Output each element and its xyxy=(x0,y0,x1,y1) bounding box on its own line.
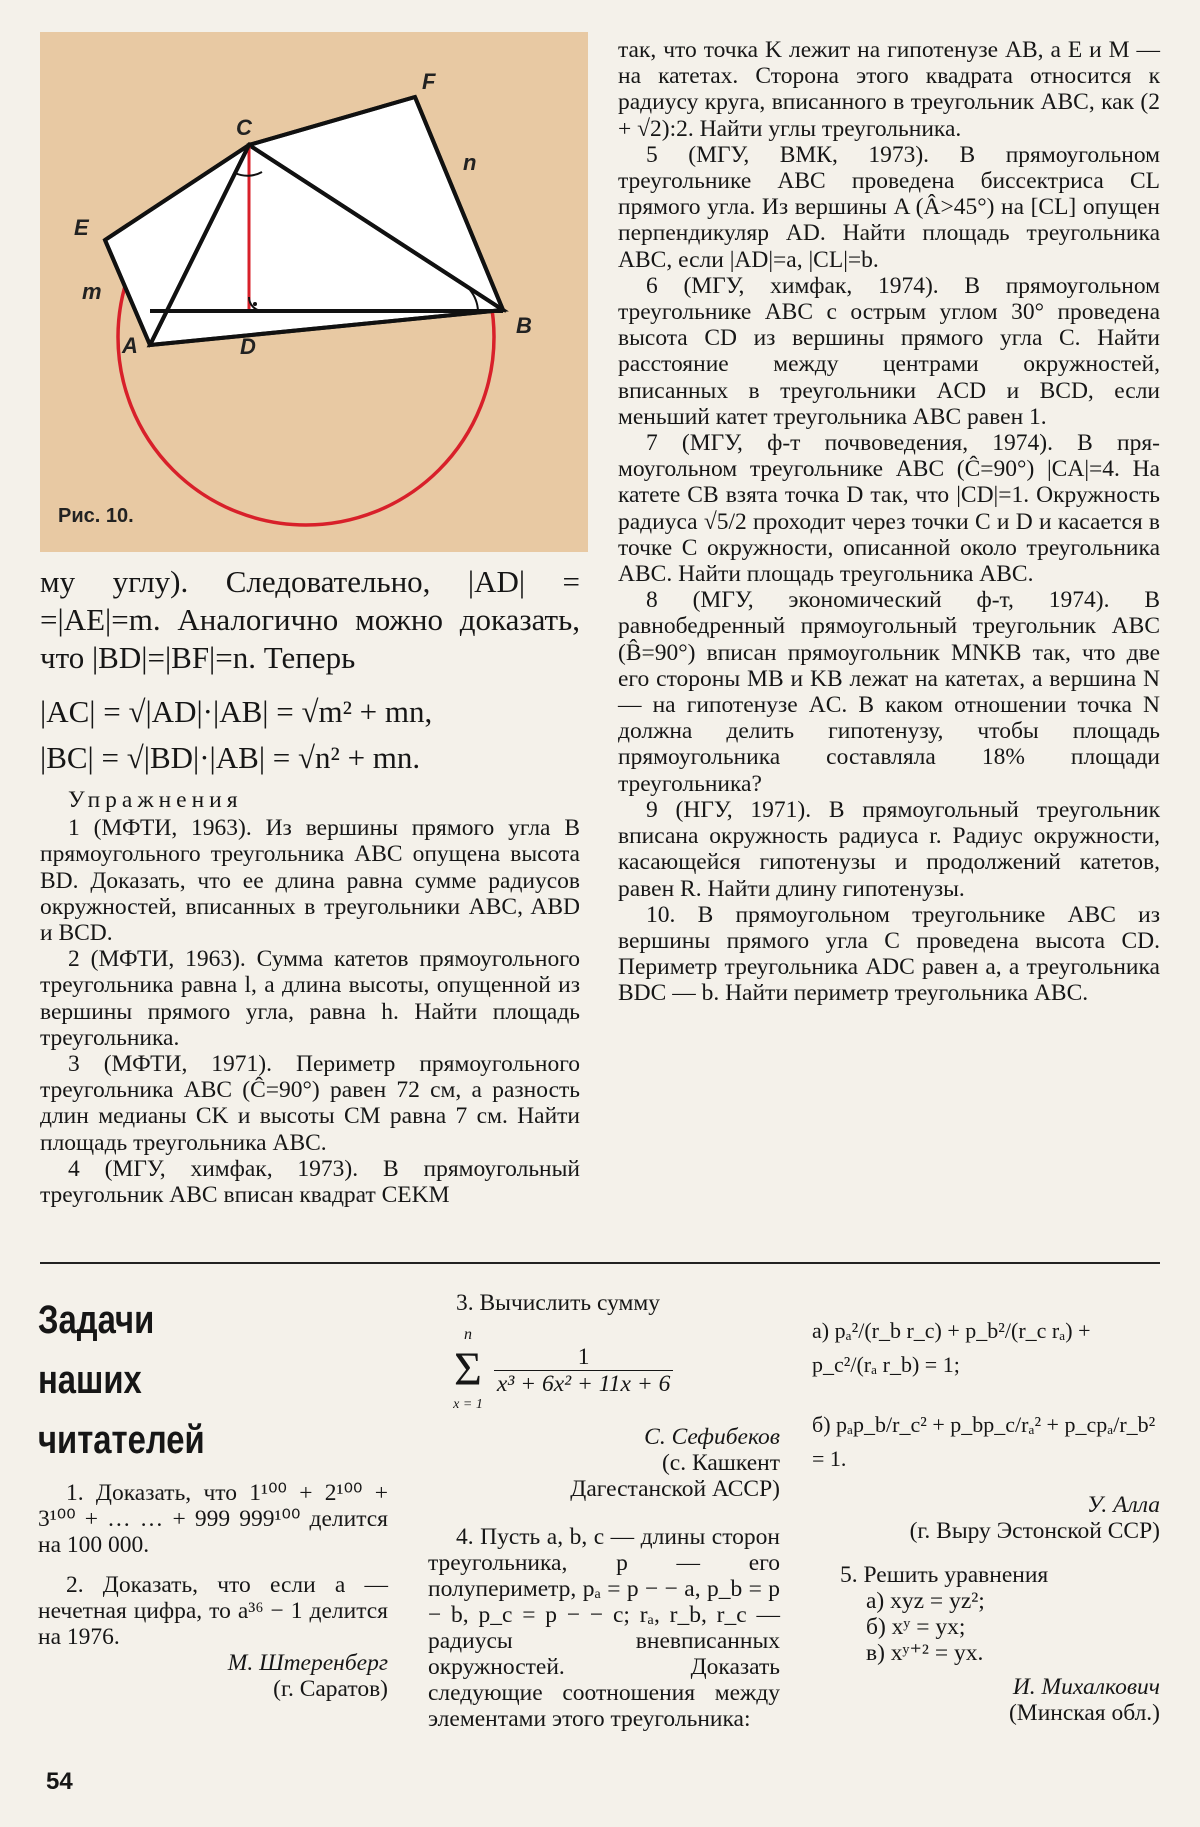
place-vyru: (г. Выру Эстонской ССР) xyxy=(909,1518,1160,1544)
fraction-numerator: 1 xyxy=(494,1344,673,1371)
author-sefibekov: С. Сефибеков xyxy=(644,1424,780,1450)
readers-title xyxy=(38,1290,205,1470)
place-dagestan: Дагестанской АССР) xyxy=(570,1476,780,1502)
exercise-10: 10. В прямоугольном треугольнике ABC из вершины прямого угла C проведена высота CD. Периметр треугольника ADC равен a, а треугольника BDC — b. Найти периметр треугольника ABC. xyxy=(618,901,1160,1007)
label-e: E xyxy=(74,215,89,240)
title-line-1: Задачи xyxy=(38,1298,155,1342)
reader-problem-5: 5. Решить уравнения xyxy=(840,1562,1049,1588)
label-a: A xyxy=(122,333,138,358)
fraction-denominator: x³ + 6x² + 11x + 6 xyxy=(496,1370,671,1397)
geometry-diagram xyxy=(40,32,588,552)
left-column xyxy=(40,563,580,1208)
sum-upper: n xyxy=(464,1326,472,1343)
figure-caption: Рис. 10. xyxy=(58,505,134,527)
derivation-paragraph: му углу). Следовательно, |AD| = =|AE|=m. Аналогично можно доказать, что |BD|=|BF|=n. Теперь xyxy=(40,564,580,675)
section-divider xyxy=(40,1262,1160,1264)
exercise-9: 9 (НГУ, 1971). В прямоугольный треугольник вписана окружность радиуса r. Радиус окружности, касающейся гипотенузы и продолжений катетов, равен R. Найти длину гипотенузы. xyxy=(618,796,1160,902)
page-number: 54 xyxy=(46,1768,73,1795)
formula-ac: |AC| = √|AD|·|AB| = √m² + mn, xyxy=(40,694,433,729)
sum-fraction xyxy=(494,1344,673,1397)
author-shterenberg: М. Штеренберг xyxy=(227,1650,388,1676)
exercise-2: 2 (МФТИ, 1963). Сумма катетов прямоугольного треугольника равна l, а длина высоты, опущенной из вершины прямого угла, равна h. Найти площадь треугольника. xyxy=(40,946,580,1051)
sum-lower: x = 1 xyxy=(453,1397,483,1412)
relation-a: а) pₐ²/(r_b r_c) + p_b²/(r_c rₐ) + p_c²/(rₐ r_b) = 1; xyxy=(812,1318,1091,1377)
formula-bc: |BC| = √|BD|·|AB| = √n² + mn. xyxy=(40,740,421,775)
exercise-4-start: 4 (МГУ, химфак, 1973). В прямоугольный треугольник ABC вписан квадрат CEKM xyxy=(40,1155,580,1209)
label-b: B xyxy=(516,313,532,338)
right-column xyxy=(618,37,1160,1007)
exercise-7: 7 (МГУ, ф-т почвоведения, 1974). В прямоугольном треугольнике ABC (Ĉ=90°) |CA|=4. На катете CB взята точка D так, что |CD|=1. Окружность радиуса √5/2 проходит через точки C и D и касается в точке C окружности, описанной около треугольника ABC. Найти площадь треугольника ABC. xyxy=(618,430,1160,588)
exercise-4-end: так, что точка K лежит на гипотенузе AB, а E и M — на катетах. Сторона этого квадрата относится к радиусу круга, вписанного в треугольник ABC, как (2 + √2):2. Найти углы треугольника. xyxy=(618,37,1160,142)
sum-formula: n Σ x = 1 $\frac{1}{\text{x³ + 6x² + 11x + 6}}$ xyxy=(448,1322,780,1418)
reader-problem-4: 4. Пусть a, b, c — длины сторон треугольника, p — его полупериметр, pₐ = p − − a, p_b = p − b, p_c = p − − c; rₐ, r_b, r_c — радиусы вневписанных окружностей. Доказать следующие соотношения между элементами этого треугольника: xyxy=(428,1524,780,1732)
relation-b: б) pₐp_b/r_c² + p_bp_c/rₐ² + p_cpₐ/r_b² = 1. xyxy=(812,1412,1156,1471)
reader-problem-2: 2. Доказать, что если a — нечетная цифра, то a³⁶ − 1 делится на 1976. xyxy=(38,1572,388,1650)
readers-col-2 xyxy=(428,1290,780,1732)
label-m: m xyxy=(82,279,102,304)
title-line-2: наших xyxy=(38,1358,142,1402)
equation-a: а) xyz = yz²; xyxy=(866,1588,985,1614)
readers-col-3 xyxy=(812,1292,1160,1726)
derivation-text xyxy=(40,563,580,677)
author-alla: У. Алла xyxy=(1087,1492,1160,1518)
title-line-3: читателей xyxy=(38,1418,205,1462)
place-kashkent: (с. Кашкент xyxy=(661,1450,780,1476)
equation-c: в) xʸ⁺² = yx. xyxy=(866,1640,984,1666)
exercise-1: 1 (МФТИ, 1963). Из вершины прямого угла B прямоугольного треугольника ABC опущена высота BD. Доказать, что ее длина равна сумме радиусов окружностей, вписанных в треугольники ABC, ABD и BCD. xyxy=(40,815,580,947)
place-saratov: (г. Саратов) xyxy=(273,1676,388,1702)
exercise-8: 8 (МГУ, экономический ф-т, 1974). В равнобедренный прямоугольный треугольник ABC (B̂=90°) вписан прямоугольник MNKB так, что две его стороны MB и KB лежат на катетах, а вершина N — на гипотенузе AC. В каком отношении точка N должна делить гипотенузу, чтобы площадь прямоугольника составляла 18% площади треугольника? xyxy=(618,587,1160,797)
readers-col-1 xyxy=(38,1480,388,1702)
label-f: F xyxy=(422,69,436,94)
author-mikhalkovich: И. Михалкович xyxy=(1012,1674,1160,1700)
label-d: D xyxy=(240,334,256,359)
label-c: C xyxy=(236,115,252,140)
equation-b: б) xʸ = yx; xyxy=(866,1614,966,1640)
exercise-3: 3 (МФТИ, 1971). Периметр прямоугольного треугольника ABC (Ĉ=90°) равен 72 см, а разность длин медианы CK и высоты CM равна 7 см. Найти площадь треугольника ABC. xyxy=(40,1051,580,1156)
exercises-heading: Упражнения xyxy=(68,787,243,813)
place-minsk: (Минская обл.) xyxy=(1008,1700,1160,1726)
label-n: n xyxy=(463,150,477,175)
exercise-6: 6 (МГУ, химфак, 1974). В прямоугольном треугольнике ABC с острым углом 30° проведена высота CD из вершины прямого угла C. Найти расстояние между центрами окружностей, вписанных в треугольники ACD и BCD, если меньший катет треугольника ABC равен 1. xyxy=(618,272,1160,430)
exercise-5: 5 (МГУ, ВМК, 1973). В прямоугольном треугольнике ABC проведена биссектриса CL прямого угла. Из вершины A (Â>45°) на [CL] опущен перпендикуляр AD. Найти площадь треугольника ABC, если |AD|=a, |CL|=b. xyxy=(618,141,1160,273)
reader-problem-1: 1. Доказать, что 1¹⁰⁰ + 2¹⁰⁰ + 3¹⁰⁰ + … … + 999 999¹⁰⁰ делится на 100 000. xyxy=(38,1480,388,1558)
reader-problem-3-intro: 3. Вычислить сумму xyxy=(456,1290,661,1316)
figure-10 xyxy=(40,32,588,552)
